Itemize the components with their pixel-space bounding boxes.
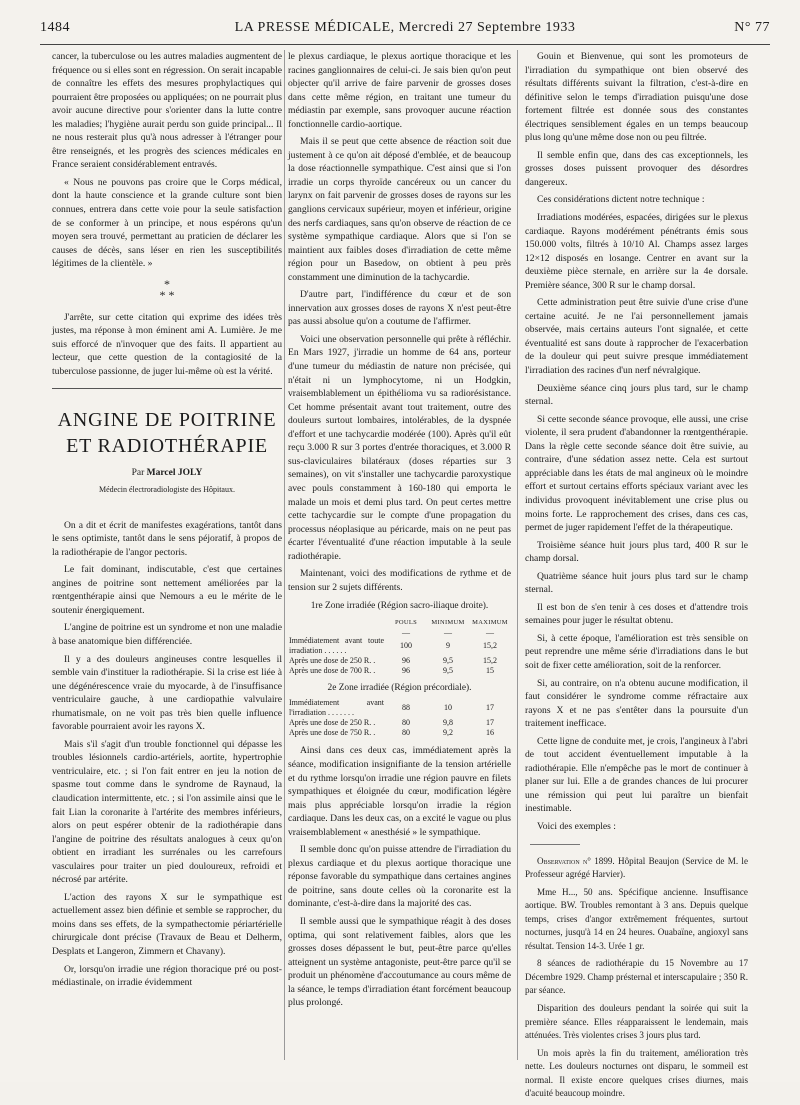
paragraph: Il semble aussi que le sympathique réagit à des doses optima, qui sont relativement faibles, alors que les grosses doses dépassent le but, peut-être parce qu'elles atteignent un système antagoniste, peut-être parce qu'il se produit un phénomène d'accoutumance au cours même de la séance, le temps d'irradiation étant forcément beaucoup plus prolongé.	[288, 915, 511, 1009]
column-1	[52, 50, 282, 994]
paragraph: Il est bon de s'en tenir à ces doses et d'attendre trois semaines pour juger le résultat obtenu.	[525, 601, 748, 627]
table-row: Après une dose de 250 R. . 96 9,5 15,2	[289, 655, 497, 665]
paragraph: Cette ligne de conduite met, je crois, l'angineux à l'abri de tout accident éventuellement imputable à la radiothérapie. Elle n'empêche pas le mort de continuer à planer sur lui. Elle a de grandes chances de lui procurer une rémission qui peut lui paraître un bienfait inestimable.	[525, 735, 748, 815]
paragraph: Disparition des douleurs pendant la soirée qui suit la première séance. Elles réapparaissent le lendemain, mais atténuées. Très violentes crises 3 jours plus tard.	[525, 1003, 748, 1041]
asterism: * * *	[159, 276, 175, 302]
paragraph: Il y a des douleurs angineuses contre lesquelles il semble vain d'instituer la radiothérapie. Si la crise est liée à une dégénérescence vraie du myocarde, à de l'insuffisance ventriculaire gauche, à une cardiopathie valvulaire rhumatismale, on ne voit pas très bien quelle influence favorable pourraient avoir les rayons X.	[52, 653, 282, 733]
paragraph: le plexus cardiaque, le plexus aortique thoracique et les racines ganglionnaires de celui-ci. Je sais bien qu'on peut objecter qu'il arrive de faire parvenir de grosses doses dans cette même région, en traitant une tumeur du médiastin par exemple, sans provoquer aucune réaction fonctionnelle cardio-aortique.	[288, 51, 511, 130]
data-table	[288, 698, 511, 738]
table-caption: 2e Zone irradiée (Région précordiale).	[327, 682, 472, 693]
paragraph: D'autre part, l'indifférence du cœur et de son innervation aux grosses doses de rayons X n'est peut-être pas aussi absolue qu'on a coutume de l'affirmer.	[288, 289, 511, 328]
author-byline: Par Marcel JOLY	[131, 468, 203, 479]
paragraph: Ainsi dans ces deux cas, immédiatement après la séance, modification insignifiante de la tension artérielle et du rythme lorsqu'on irradie une région pauvre en filets sympathiques et éloignée du cœur, modification légère mais plus appréciable lorsqu'on irradie la région cardiaque. Dans les deux cas, on a excité le vague ou plus vraisemblablement « anesthésié » le sympathique.	[288, 745, 511, 838]
paragraph: Le fait dominant, indiscutable, c'est que certaines angines de poitrine sont nettement améliorées par la rœntgenthérapie ainsi que Nemours a eu le mérite de le soutenir énergiquement.	[52, 564, 282, 616]
paragraph: cancer, la tuberculose ou les autres maladies augmentent de fréquence ou si elles sont en régression. On serait incapable de connaître les effets des mesures prophylactiques qui pourraient être proposées ou appliquées; on ne pourrait plus avoir aucune directive pour s'orienter dans la lutte contre les maladies; l'hygiène aurait perdu son guide principal... Il ne nous resterait plus qu'à nous adresser à l'étranger pour être renseignés, et les progrès des sciences médicales en France seraient considérablement entravés.	[52, 51, 282, 171]
case-report	[525, 855, 748, 1101]
section-separator	[530, 844, 580, 845]
paragraph: Ces considérations dictent notre technique :	[537, 194, 705, 206]
table-row: Après une dose de 750 R. . 80 9,2 16	[289, 728, 494, 738]
paragraph: Mais il se peut que cette absence de réaction soit due justement à ce qu'on ait déposé d'emblée, et de beaucoup la dose réactionnelle sympathique. C'est ainsi que si l'on irradie un corps thyroïde cancéreux ou un cancer du larynx on fait parvenir de grosses doses de rayons sur les ganglions cervicaux supérieur, moyen et inférieur, origine des nerfs cardiaques, sans qu'on observe de réaction de ce système sympathique cardiaque. Alors que si l'on se maintient aux faibles doses d'irradiation de cette même région pour un Basedow, on obtient à peu près constamment une diminution de la tachycardie.	[288, 136, 511, 283]
paragraph: Voici une observation personnelle qui prête à réfléchir. En Mars 1927, j'irradie un homme de 64 ans, porteur d'une tumeur du médiastin de nature non précisée, qui n'était ni un lymphocytome, ni un Hodgkin, vraisemblablement un épithélioma vu sa radiorésistance. Cet homme présentait avant tout traitement, outre des douleurs surtout lombaires, intolérables, de la dyspnée d'effort et une tachycardie modérée (100). Après qu'il eût reçu 3.000 R sur 3 portes d'entrée thoraciques, et 3.000 R sus-claviculaires bilatéraux (doses réparties sur 3 semaines), on vit s'installer une tachycardie paroxystique avec pouls constamment à 160-180 qui emporta le malade un mois et demi plus tard. On peut certes mettre cette tachycardie sur le compte d'une propagation du processus néoplasique au péricarde, mais on ne peut pas écarter l'éventualité d'une réaction imputable à la seule radiothérapie.	[288, 333, 511, 562]
paragraph: Mme H..., 50 ans. Spécifique ancienne. Insuffisance aortique. BW. Troubles remontant à 3 ans. Depuis quelque temps, crises d'angor extrêmement fréquentes, surtout nocturnes, jusqu'à 14 en 24 heures. Ouabaïne, angioxyl sans résultat. Tension 14-3. Urée 1 gr.	[525, 886, 748, 951]
paragraph: Troisième séance huit jours plus tard, 400 R sur le champ dorsal.	[525, 539, 748, 565]
header-rule	[40, 44, 770, 45]
column-2	[288, 50, 511, 1014]
paragraph: 8 séances de radiothérapie du 15 Novembre au 17 Décembre 1929. Champ présternal et interscapulaire ; 350 R. par séance.	[525, 958, 748, 996]
paragraph: Il semble enfin que, dans des cas exceptionnels, les grosses doses puissent provoquer des désordres dangereux.	[525, 149, 748, 188]
paragraph: Maintenant, voici des modifications de rythme et de tension sur 2 sujets différents.	[288, 568, 511, 593]
paragraph: Irradiations modérées, espacées, dirigées sur le plexus cardiaque. Rayons modérément pénétrants émis sous 150.000 volts, filtrés à 10/10 Al. Champs assez larges 12×12 disposés en losange. Centrer en avant sur la deuxième pièce sternale, en arrière sur la 4e dorsale. Première séance, 300 R sur le champ dorsal.	[525, 212, 748, 291]
paragraph: Si cette seconde séance provoque, elle aussi, une crise violente, il sera prudent d'abandonner la rœntgenthérapie. Dans la règle cette seconde séance doit être suivie, au contraire, d'une sédation assez nette. Cela est surtout appréciable dans les états de mal angineux où le moindre effort et surtout certains efforts spéciaux variant avec les individus provoquent inévitablement une crise plus ou moins forte. Le rapprochement des crises, dans ces cas, permet de juger rapidement l'effet de la thérapeutique.	[525, 413, 748, 534]
paragraph: Il semble donc qu'on puisse attendre de l'irradiation du plexus cardiaque et du plexus aortique thoracique une réponse favorable du sympathique dans certaines angines de poitrine, sans doute celles où la coronarite est la dominante, c'est-à-dire dans la majorité des cas.	[288, 844, 511, 910]
paragraph: « Nous ne pouvons pas croire que le Corps médical, dont la haute conscience et la grande culture sont bien connues, entrera dans cette voie pour la seule satisfaction de se conformer à un principe, et nous espérons qu'un moyen sera trouvé, permettant au praticien de déclarer les causes de décès, sans léser en rien les susceptibilités légitimes de la clientèle. »	[52, 176, 282, 270]
table-row: Immédiatement avant toute irradiation . . . . . . 100 9 15,2	[289, 635, 497, 655]
table-row: Après une dose de 250 R. . 80 9,8 17	[289, 718, 494, 728]
paragraph: J'arrête, sur cette citation qui exprime des idées très justes, ma réponse à mon éminent ami A. Lumière. Je me suis efforcé de n'invoquer que des faits. Il appartient au lecteur, que cette question de la contagiosité de la tuberculose passionne, de juger lui-même où est la vérité.	[52, 311, 282, 377]
paragraph: Un mois après la fin du traitement, amélioration très nette. Les douleurs nocturnes ont disparu, le sommeil est normal. Il existe encore quelques crises diurnes, mais d'acuité beaucoup moindre.	[525, 1047, 748, 1099]
page-header	[40, 20, 770, 40]
paragraph: Or, lorsqu'on irradie une région thoracique pré ou post-médiastinale, on irradie évidemment	[52, 963, 282, 989]
paragraph: Gouin et Bienvenue, qui sont les promoteurs de l'irradiation du sympathique ont bien observé des résultats différents suivant la filtration, c'est-à-dire en définitive selon le temps d'irradiation puisqu'une dose fortement filtrée est donnée sous des constantes électriques sensiblement égales en un temps beaucoup plus long qu'une même dose non ou peu filtrée.	[525, 51, 748, 144]
paragraph: Quatrième séance huit jours plus tard sur le champ sternal.	[525, 570, 748, 596]
paragraph: L'action des rayons X sur le sympathique est actuellement assez bien définie et semble se rapprocher, du moins dans ses effets, de la sympathectomie périartérielle chirurgicale dont précise (Travaux de Beau et Delherm, Desplats et Langeron, Zimmern et Chavany).	[52, 891, 282, 957]
page-number: 1484	[40, 20, 70, 35]
journal-title: LA PRESSE MÉDICALE, Mercredi 27 Septembre 1933	[234, 20, 576, 35]
article-separator	[52, 388, 282, 389]
table-row: Après une dose de 700 R. . 96 9,5 15	[289, 665, 494, 675]
paragraph: Deuxième séance cinq jours plus tard, sur le champ sternal.	[525, 382, 748, 408]
column-3	[525, 50, 748, 1105]
paragraph: Voici des exemples :	[537, 820, 616, 832]
column-divider	[284, 50, 285, 1060]
table-row: Immédiatement avant l'irradiation . . . . . . . 88 10 17	[289, 698, 494, 718]
paragraph: On a dit et écrit de manifestes exagérations, tantôt dans le sens optimiste, tantôt dans le sens péjoratif, à propos de la radiothérapie de l'angor pectoris.	[52, 519, 282, 558]
paragraph: Si, au contraire, on n'a obtenu aucune modification, il faut considérer le syndrome comme réfractaire aux rayons X et ne pas s'entêter dans la poursuite d'un traitement inefficace.	[525, 677, 748, 730]
paragraph: Observation n° 1899. Hôpital Beaujon (Service de M. le Professeur agrégé Harvier).	[525, 855, 748, 880]
data-table: POULS MINIMUM MAXIMUM — — — Immédiatement avant toute irradiation . . . . . . 100 9 15,2 Après une dose de 250 R. . 96 9,5 15,2 Après une dose de 700 R. . 96 9,5 15	[288, 617, 511, 676]
paragraph: Si, à cette époque, l'amélioration est très sensible on peut reprendre une même série d'irradiations dans le but soit de fixer cette amélioration, soit de la renforcer.	[525, 632, 748, 671]
table-caption: 1re Zone irradiée (Région sacro-iliaque droite).	[310, 601, 489, 612]
paragraph: Cette administration peut être suivie d'une crise d'une certaine acuité. Je ne l'ai personnellement jamais observée, mais certains auteurs l'ont signalée, et cette éventualité est sans doute à rapprocher de l'exacerbation de la douleur qui peut suivre presque immédiatement l'irradiation des racines d'un nerf névralgique.	[525, 297, 748, 377]
issue-number: N° 77	[734, 20, 770, 35]
author-affiliation: Médecin électroradiologiste des Hôpitaux.	[99, 485, 235, 495]
article-title: ANGINE DE POITRINE ET RADIOTHÉRAPIE	[57, 409, 277, 458]
column-divider	[517, 50, 518, 1060]
paragraph: L'angine de poitrine est un syndrome et non une maladie à base anatomique bien différenciée.	[52, 622, 282, 647]
paragraph: Mais s'il s'agit d'un trouble fonctionnel qui dépasse les troubles lésionnels cardio-artériels, aortite, hypertrophie ventriculaire, etc. ; si l'on fait entrer en jeu la notion de spasme tout comme dans le syndrome de Raynaud, la claudication intermittente, etc. ; si l'on assimile ainsi que le fait Lian la coronarite à l'artérite des membres inférieurs, alors on peut espérer obtenir de la radiothérapie dans l'angine de poitrine des résultats analogues à ceux qu'on obtient en irradiant les surrénales ou les carrefours vasculaires pour traiter un pied douloureux, refroidi et nécrosé par artérite.	[52, 738, 282, 886]
